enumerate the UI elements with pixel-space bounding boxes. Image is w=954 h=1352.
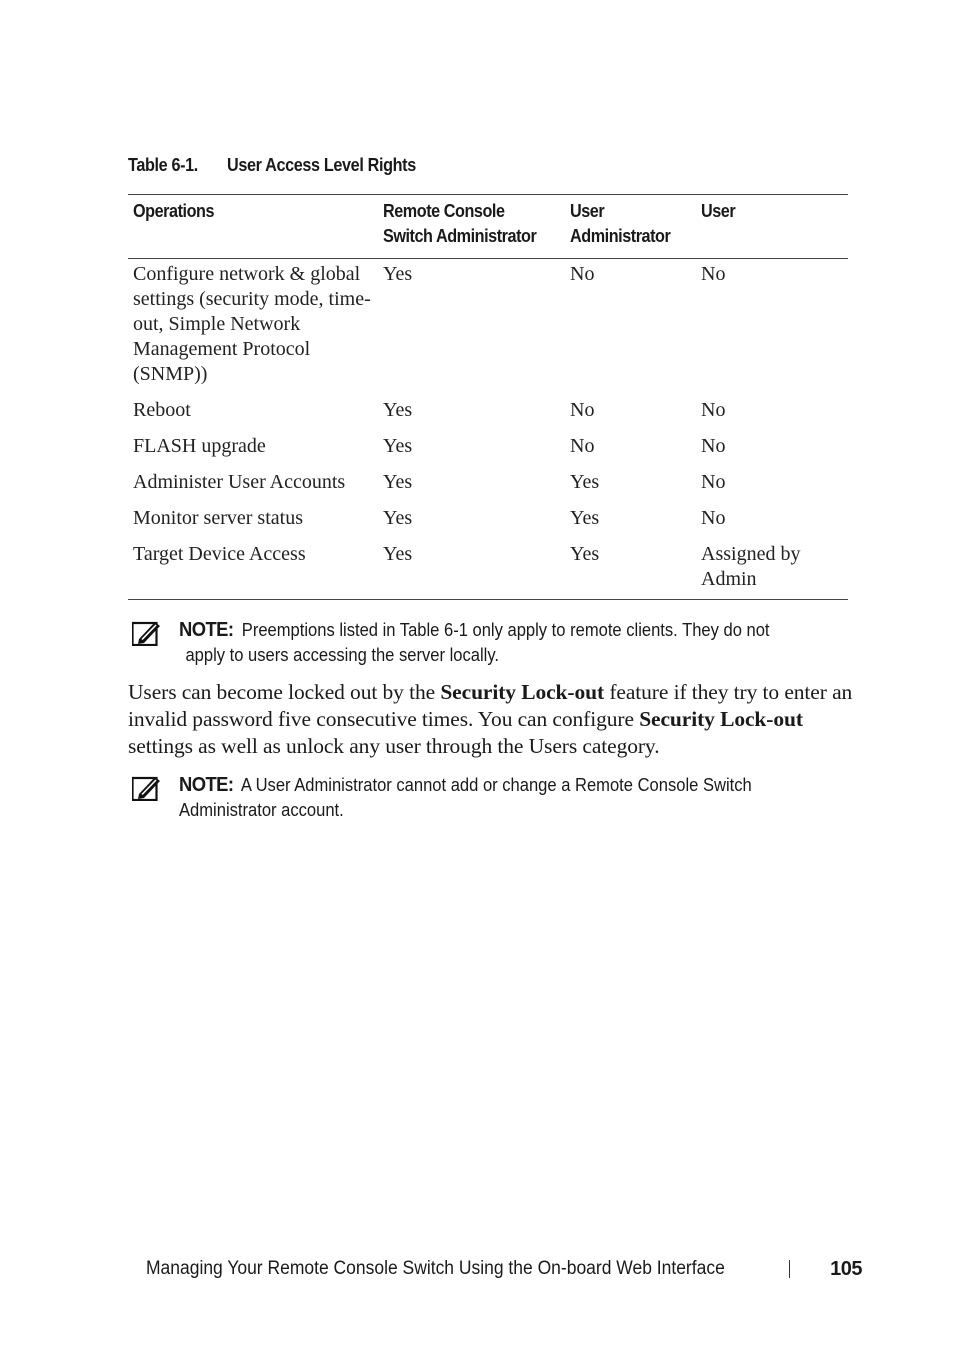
- header-operations: Operations: [133, 201, 215, 221]
- cell-user: No: [701, 399, 726, 421]
- header-rcs-administrator: Remote Console Switch Administrator: [383, 201, 537, 246]
- cell-user-admin: Yes: [570, 471, 600, 493]
- header-user-administrator: User Administrator: [570, 201, 671, 246]
- cell-user-admin: Yes: [570, 543, 600, 565]
- cell-rcs-admin: Yes: [383, 543, 413, 565]
- cell-user: No: [701, 435, 726, 457]
- cell-user-admin: No: [570, 435, 595, 457]
- cell-operation: Target Device Access: [133, 543, 306, 565]
- cell-operation: Administer User Accounts: [133, 471, 346, 493]
- footer-separator: [789, 1260, 790, 1278]
- header-user: User: [701, 201, 736, 221]
- table-caption-title: User Access Level Rights: [227, 155, 416, 175]
- term-security-lockout: Security Lock-out: [639, 707, 803, 731]
- cell-rcs-admin: Yes: [383, 471, 413, 493]
- page-footer: [146, 1255, 862, 1283]
- lockout-paragraph: Users can become locked out by the Security Lock-out feature if they try to enter an invalid password five consecutive times. You can configure Security Lock-out settings as well as unlock any user through the Users category.: [128, 680, 853, 758]
- pencil-note-icon: [132, 775, 162, 801]
- cell-operation: Monitor server status: [133, 507, 303, 529]
- cell-user: No: [701, 263, 726, 285]
- cell-user: No: [701, 507, 726, 529]
- table-row: [128, 539, 848, 600]
- cell-user: No: [701, 471, 726, 493]
- table-row: [128, 467, 848, 503]
- table-row: [128, 395, 848, 431]
- page-number: 105: [830, 1258, 862, 1280]
- table-caption: [128, 155, 416, 176]
- note-text: A User Administrator cannot add or change a Remote Console Switch Administrator account.: [179, 775, 752, 820]
- note-preemptions: [132, 618, 832, 668]
- cell-user-admin: No: [570, 399, 595, 421]
- table-row: [128, 259, 848, 396]
- cell-user: Assigned by Admin: [701, 543, 801, 590]
- cell-operation: Configure network & global settings (security mode, time-out, Simple Network Management Protocol (SNMP)): [133, 263, 371, 385]
- cell-rcs-admin: Yes: [383, 507, 413, 529]
- note-label: NOTE:: [179, 774, 234, 796]
- cell-rcs-admin: Yes: [383, 263, 413, 285]
- cell-rcs-admin: Yes: [383, 435, 413, 457]
- cell-rcs-admin: Yes: [383, 399, 413, 421]
- cell-operation: FLASH upgrade: [133, 435, 266, 457]
- cell-user-admin: Yes: [570, 507, 600, 529]
- pencil-note-icon: [132, 620, 162, 646]
- table-header-row: [128, 195, 848, 259]
- note-text-line2: apply to users accessing the server locally.: [185, 645, 500, 665]
- cell-user-admin: No: [570, 263, 595, 285]
- table-row: [128, 503, 848, 539]
- user-access-rights-table: [128, 194, 848, 600]
- term-security-lockout: Security Lock-out: [440, 680, 605, 704]
- table-caption-number: Table 6-1.: [128, 155, 198, 175]
- footer-chapter-title: Managing Your Remote Console Switch Using the On-board Web Interface: [146, 1258, 725, 1279]
- note-text-line1: Preemptions listed in Table 6-1 only apply to remote clients. They do not: [241, 620, 770, 640]
- note-user-administrator: [132, 773, 832, 823]
- note-label: NOTE:: [179, 619, 234, 641]
- cell-operation: Reboot: [133, 399, 191, 421]
- table-row: [128, 431, 848, 467]
